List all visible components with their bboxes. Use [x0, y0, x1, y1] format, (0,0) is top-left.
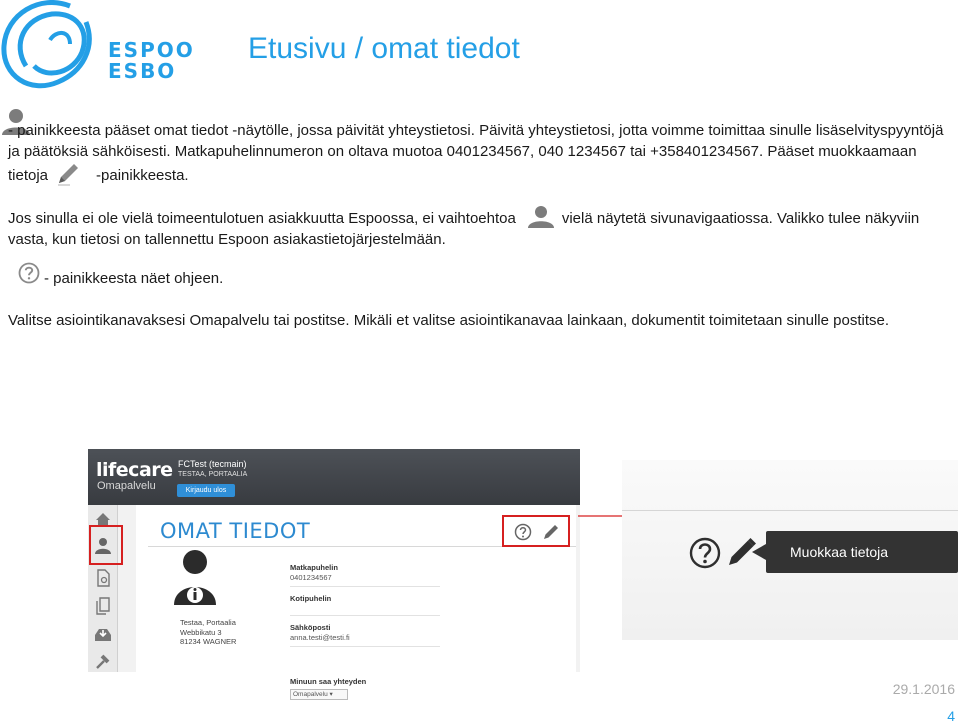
p1-after: -painikkeesta.: [96, 167, 189, 184]
address-postal: 81234 WAGNER: [180, 637, 237, 646]
info-divider: [290, 646, 440, 647]
contact-channel-value: Omapalvelu: [293, 691, 328, 698]
edit-tooltip: Muokkaa tietoja: [766, 531, 958, 573]
pencil-icon-small[interactable]: [542, 523, 560, 541]
p2-after: vielä näytetä sivunavigaatiossa. Valikko tulee näkyviin vasta, kun tietosi on tallennettu Espoon asiakastietojärjestelmään.: [8, 210, 920, 248]
p1-text: - painikkeesta pääset omat tiedot -näytölle, jossa päivität yhteystietosi. Päivitä yhteystietosi, jotta voimme toimittaa sinulle lisäselvityspyyntöjä ja päätöksiä sähköisesti. Matkapuhelinnumeron on oltava muotoa 0401234567, 040 1234567 tai +358401234567. Pääset muokkaamaan tietoja: [8, 122, 944, 184]
user-nav-highlight: [89, 525, 123, 565]
contact-channel-label: Minuun saa yhteyden: [290, 677, 367, 686]
pencil-icon: [56, 162, 82, 186]
brand-line1: ESPOO: [108, 38, 195, 62]
brand-line2: ESBO: [108, 59, 177, 83]
paragraph-no-client: [8, 205, 953, 250]
p3-text: - painikkeesta näet ohjeen.: [44, 270, 224, 287]
info-divider: [290, 615, 440, 616]
email-value: anna.testi@testi.fi: [290, 633, 350, 642]
espoo-logo: [0, 0, 200, 92]
panel-action-highlight: [502, 515, 570, 547]
document-search-icon[interactable]: [94, 569, 112, 587]
logged-user-name: TESTAA, PORTAALIA: [178, 471, 248, 478]
address-block: [180, 618, 236, 647]
help-icon: [18, 262, 40, 284]
panel-title: OMAT TIEDOT: [160, 519, 311, 543]
slide-title: Etusivu / omat tiedot: [248, 32, 520, 65]
own-details-panel: [136, 505, 576, 698]
p4-text: Valitse asiointikanavaksesi Omapalvelu tai postitse. Mikäli et valitse asiointikanavaa lainkaan, dokumentit toimitetaan sinulle postitse.: [8, 312, 890, 329]
page-number: 4: [947, 708, 955, 724]
email-label: Sähköposti: [290, 623, 331, 632]
lifecare-subtitle: Omapalvelu: [97, 480, 156, 492]
paragraph-channel: [8, 310, 953, 331]
inbox-download-icon[interactable]: [94, 625, 112, 643]
chevron-down-icon: ▾: [329, 691, 333, 698]
info-divider: [290, 586, 440, 587]
espoo-logo-mark: [0, 0, 105, 92]
avatar: [172, 547, 218, 609]
lifecare-logo: lifecare: [96, 459, 173, 481]
help-icon-zoom[interactable]: [688, 536, 722, 570]
help-icon-small[interactable]: [514, 523, 532, 541]
paragraph-own-details: [8, 120, 953, 186]
address-name: Testaa, Portaalia: [180, 618, 236, 627]
user-icon-inline: [526, 205, 556, 229]
mobile-label: Matkapuhelin: [290, 563, 338, 572]
mobile-value: 0401234567: [290, 573, 332, 582]
tooltip-arrow: [752, 544, 766, 560]
omapalvelu-screenshot: [88, 449, 580, 698]
slide-date: 29.1.2016: [892, 681, 955, 697]
documents-icon[interactable]: [94, 597, 112, 615]
paragraph-help: [44, 268, 644, 289]
espoo-wordmark: [108, 40, 195, 82]
zoom-divider: [622, 510, 958, 511]
gavel-icon[interactable]: [94, 653, 112, 671]
address-street: Webbikatu 3: [180, 627, 222, 637]
logout-button[interactable]: Kirjaudu ulos: [177, 484, 235, 497]
app-header: [88, 449, 580, 505]
logged-user: FCTest (tecmain): [178, 459, 247, 469]
p2-before: Jos sinulla ei ole vielä toimeentulotuen asiakkuutta Espoossa, ei vaihtoehtoa: [8, 210, 516, 227]
home-phone-label: Kotipuhelin: [290, 594, 332, 603]
contact-channel-select[interactable]: [290, 689, 348, 700]
zoomed-detail: [622, 460, 958, 640]
